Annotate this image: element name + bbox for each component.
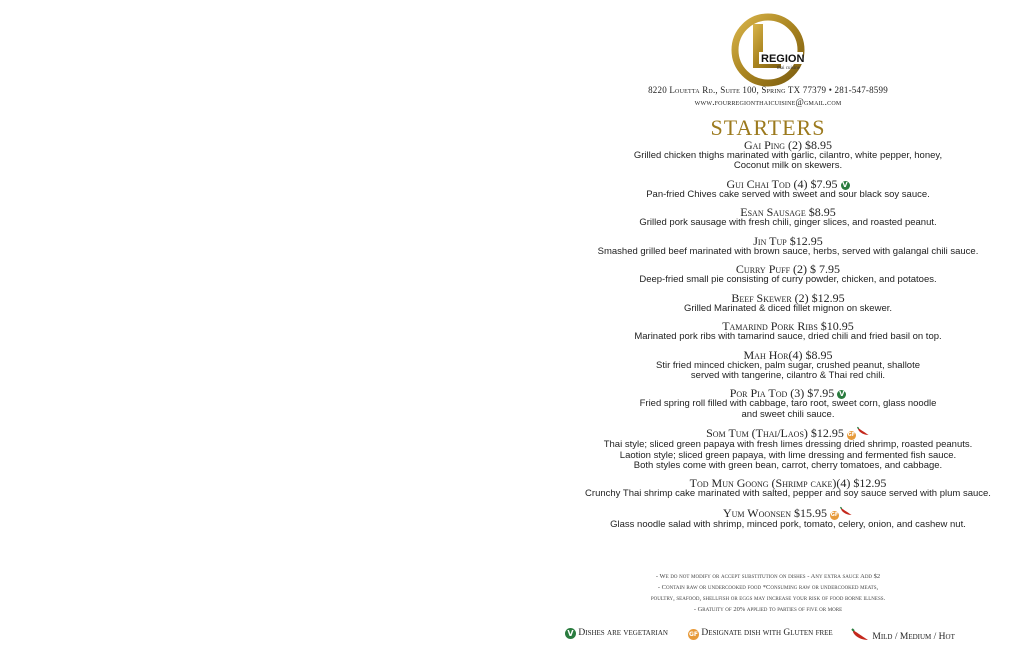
menu-item-description: Thai style; sliced green papaya with fresh limes dressing dried shrimp, roasted peanuts. [603, 439, 973, 451]
legend-spicy-label: Mild / Medium / Hot [872, 632, 955, 642]
chili-icon [850, 628, 870, 642]
menu-item [540, 349, 1024, 382]
restaurant-logo [731, 12, 811, 88]
logo-subtext: thai cuisine [777, 66, 800, 71]
menu-item-description: Coconut milk on skewers. [733, 160, 843, 172]
section-title: STARTERS [710, 115, 826, 140]
menu-item [540, 387, 1024, 420]
menu-item [540, 292, 1024, 314]
vegetarian-icon: V [839, 390, 845, 399]
menu-item-name-price: Por Pia Tod (3) $7.95 [729, 386, 835, 401]
menu-item-description: Glass noodle salad with shrimp, minced pork, tomato, celery, onion, and cashew nut. [610, 518, 966, 530]
chili-icon [839, 506, 853, 517]
menu-item [540, 477, 1024, 499]
menu-item [540, 178, 1024, 200]
menu-item-description: Grilled pork sausage with fresh chili, ginger slices, and roasted peanut. [639, 217, 937, 229]
chili-icon [856, 426, 870, 437]
legend-veg-label: Dishes are vegetarian [578, 628, 668, 638]
menu-item-description: Marinated pork ribs with tamarind sauce, dried chili and fried basil on top. [634, 331, 942, 343]
menu-items-list [540, 139, 1024, 536]
gluten-free-icon: GF [847, 432, 856, 439]
menu-item-title [540, 178, 1024, 190]
menu-notes [600, 571, 936, 615]
menu-item-name-price: Tamarind Pork Ribs $10.95 [722, 319, 854, 334]
menu-item-description: served with tangerine, cilantro & Thai red chili. [690, 369, 886, 381]
address-line: 8220 Louetta Rd., Suite 100, Spring TX 77379 • 281-547-8599 [648, 85, 888, 95]
menu-item-name-price: Gai Ping (2) $8.95 [744, 138, 832, 152]
menu-item-description: Crunchy Thai shrimp cake marinated with salted, pepper and soy sauce served with plum sauce. [585, 488, 991, 500]
legend [565, 626, 995, 642]
menu-item-description: Laotion style; sliced green papaya, with lime dressing and fermented fish sauce. [619, 449, 957, 461]
menu-item [540, 235, 1024, 257]
menu-item [540, 206, 1024, 228]
menu-item-description: Both styles come with green bean, carrot, cherry tomatoes, and cabbage. [633, 459, 943, 471]
menu-item-description: Deep-fried small pie consisting of curry powder, chicken, and potatoes. [639, 274, 937, 286]
menu-item-name-price: Curry Puff (2) $ 7.95 [735, 262, 841, 277]
menu-item-title [540, 292, 1024, 304]
menu-item [540, 320, 1024, 342]
menu-item [540, 506, 1024, 530]
menu-item-description: Smashed grilled beef marinated with brown sauce, herbs, served with galangal chili sauce. [597, 245, 979, 257]
menu-note: - Gratuity of 20% applied to parties of five or more [693, 606, 843, 613]
menu-item-name-price: Beef Skewer (2) $12.95 [731, 290, 845, 305]
menu-item [540, 139, 1024, 172]
logo-wordmark: REGION [761, 53, 805, 65]
menu-note: poultry, seafood, shellfish or eggs may increase your risk of food borne illness. [650, 595, 886, 602]
menu-item-name-price: Gui Chai Tod (4) $7.95 [726, 176, 838, 191]
vegetarian-icon: V [565, 628, 576, 639]
menu-item-title [540, 349, 1024, 361]
menu-item-description: and sweet chili sauce. [741, 408, 835, 420]
email-line: www.fourregionthaicuisine@gmail.com [694, 97, 842, 107]
menu-item-name-price: Tod Mun Goong (Shrimp cake)(4) $12.95 [689, 476, 887, 491]
menu-item-description: Pan-fried Chives cake served with sweet and sour black soy sauce. [646, 188, 930, 200]
menu-item-title [540, 506, 1024, 520]
menu-note: - We do not modify or accept substitution on dishes - Any extra sauce Add $2 [655, 573, 881, 580]
menu-item-name-price: Esan Sausage $8.95 [740, 205, 836, 220]
menu-item-description: Grilled Marinated & diced fillet mignon on skewer. [683, 302, 893, 314]
menu-item-description: Fried spring roll filled with cabbage, taro root, sweet corn, glass noodle [639, 398, 937, 410]
menu-item-name-price: Jin Tup $12.95 [753, 233, 823, 248]
menu-item-name-price: Som Tum (Thai/Laos) $12.95 [706, 426, 844, 441]
menu-item-name-price: Yum Woonsen $15.95 [722, 505, 828, 520]
menu-item [540, 426, 1024, 471]
menu-item-title [540, 235, 1024, 247]
gluten-free-icon: GF [830, 511, 839, 518]
menu-note: - Contain raw or undercooked food *Consuming raw or undercooked meats, [657, 584, 879, 591]
menu-item [540, 263, 1024, 285]
legend-gf-label: Designate dish with Gluten free [701, 628, 833, 638]
vegetarian-icon: V [842, 180, 848, 189]
menu-item-description: Stir fried minced chicken, palm sugar, crushed peanut, shallote [655, 359, 921, 371]
menu-item-description: Grilled chicken thighs marinated with garlic, cilantro, white pepper, honey, [633, 150, 943, 161]
gluten-free-icon: GF [688, 631, 699, 638]
menu-item-name-price: Mah Hor(4) $8.95 [743, 347, 833, 362]
menu-item-title [540, 426, 1024, 440]
